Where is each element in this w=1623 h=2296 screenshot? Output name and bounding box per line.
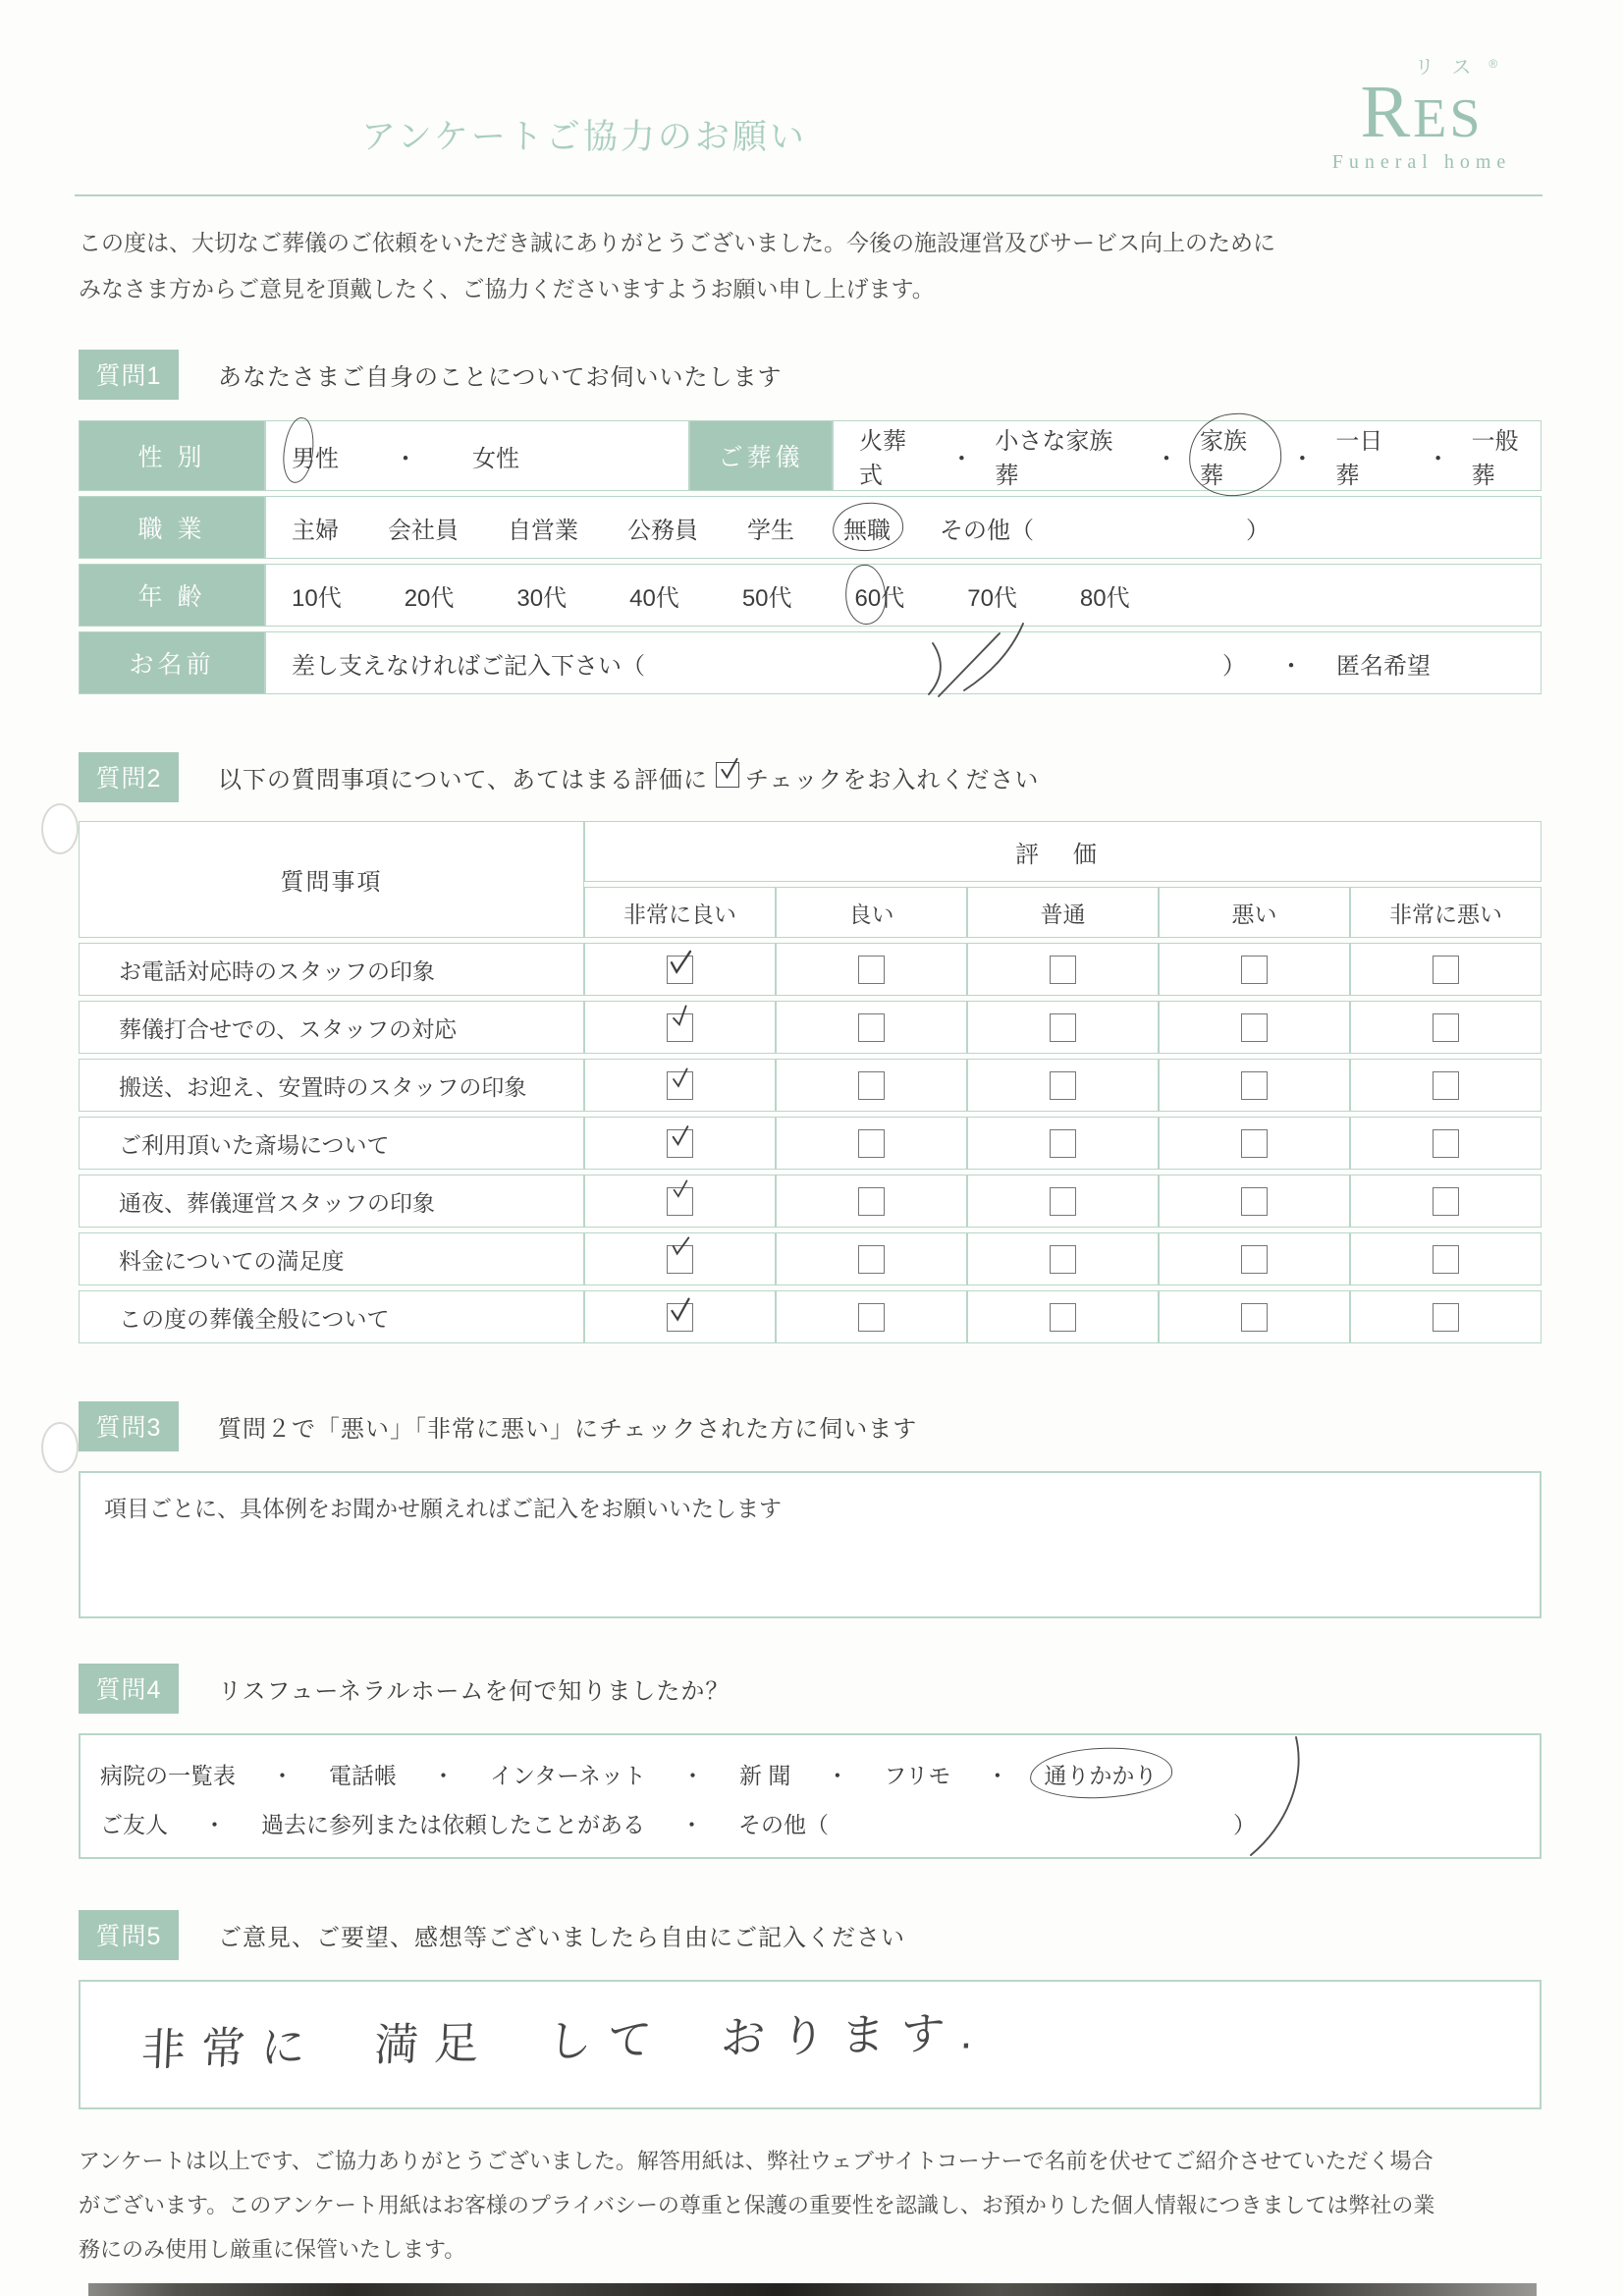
- funeral-label: ご葬儀: [689, 420, 833, 491]
- logo-wordmark: RES: [1360, 71, 1484, 153]
- option-male: 男性: [292, 445, 339, 472]
- rating-cell: [967, 943, 1159, 996]
- question4-other-open: その他（: [738, 1811, 829, 1837]
- separator-dot: ・: [394, 445, 417, 472]
- rating-checkbox: [1433, 1071, 1459, 1100]
- rating-cell: [584, 1001, 776, 1054]
- option-ippanso: 一般葬: [1471, 428, 1519, 489]
- separator-dot: ・: [1155, 445, 1178, 472]
- rating-checkbox: [1241, 1245, 1268, 1274]
- rating-item-label: お電話対応時のスタッフの印象: [79, 943, 584, 996]
- header-divider: [75, 194, 1542, 196]
- rating-cell: [967, 1059, 1159, 1112]
- option-male-circled: [292, 439, 339, 473]
- question2-badge: 質問2: [79, 752, 179, 802]
- occupation-other-close: ）: [1246, 517, 1270, 544]
- separator-dot: ・: [1290, 445, 1315, 472]
- rating-col-normal: 普通: [967, 887, 1159, 938]
- option-shufu: 主婦: [292, 517, 339, 544]
- question3-answer-box: [79, 1471, 1542, 1618]
- rating-row: [79, 1059, 1542, 1112]
- option-komuin: 公務員: [627, 517, 698, 544]
- rating-cell: [1350, 943, 1542, 996]
- rating-row: [79, 1001, 1542, 1054]
- rating-checkbox: [1050, 1071, 1076, 1100]
- rating-cell: [1159, 943, 1350, 996]
- rating-cell: [584, 1290, 776, 1343]
- rating-cell: [776, 1232, 967, 1285]
- rating-checkbox-checked: [667, 1013, 693, 1042]
- rating-cell: [776, 1175, 967, 1228]
- rating-cell: [776, 1290, 967, 1343]
- profile-table-wrap: [79, 415, 1542, 699]
- separator-dot: ・: [680, 1811, 703, 1837]
- rating-cell: [1350, 1232, 1542, 1285]
- question2-title: [218, 760, 1039, 794]
- rating-checkbox-checked: [667, 1245, 693, 1274]
- question4-header: [79, 1664, 1542, 1714]
- rating-cell: [776, 943, 967, 996]
- option-anonymous: 匿名希望: [1336, 652, 1431, 680]
- rating-checkbox: [1433, 1303, 1459, 1332]
- rating-table: [79, 816, 1542, 1348]
- checked-checkbox-icon: [716, 762, 739, 788]
- rating-cell: [1350, 1290, 1542, 1343]
- row-occupation: [79, 496, 1542, 559]
- separator-dot: ・: [680, 1762, 704, 1788]
- rating-col-good: 良い: [776, 887, 967, 938]
- logo-kana: [1299, 51, 1544, 77]
- question4-options-line1: [100, 1749, 1540, 1798]
- rating-checkbox: [1433, 1245, 1459, 1274]
- rating-cell: [1159, 1001, 1350, 1054]
- hole-punch-mark: [41, 1422, 79, 1473]
- rating-checkbox: [1050, 1303, 1076, 1332]
- option-60s-circled: [855, 578, 905, 613]
- rating-checkbox-checked: [667, 1303, 693, 1332]
- name-prompt: 差し支えなければご記入下さい（: [292, 652, 645, 680]
- rating-cell: [1350, 1059, 1542, 1112]
- footer-note: [79, 2139, 1542, 2271]
- logo-subtitle: Funeral home: [1331, 151, 1512, 174]
- rating-checkbox: [1241, 956, 1268, 984]
- registered-trademark-icon: ®: [1488, 57, 1498, 71]
- rating-checkbox: [1050, 1129, 1076, 1158]
- option-phonebook: 電話帳: [329, 1762, 397, 1788]
- occupation-options-cell: [265, 496, 1542, 559]
- rating-cell: [776, 1117, 967, 1170]
- age-options-cell: [265, 564, 1542, 627]
- rating-checkbox: [858, 1187, 885, 1216]
- rating-checkbox: [1241, 1129, 1268, 1158]
- rating-checkbox: [858, 1303, 885, 1332]
- rating-cell: [1159, 1175, 1350, 1228]
- rating-item-label: ご利用頂いた斎場について: [79, 1117, 584, 1170]
- question1-title: あなたさまご自身のことについてお伺いいたします: [218, 364, 783, 391]
- rating-cell: [584, 1117, 776, 1170]
- rating-checkbox-checked: [667, 1129, 693, 1158]
- option-friend: ご友人: [100, 1811, 168, 1837]
- option-internet: インターネット: [490, 1762, 646, 1788]
- option-chiisana-kazokuso: 小さな家族葬: [995, 428, 1113, 489]
- option-newspaper: 新 聞: [738, 1762, 791, 1788]
- rating-row: [79, 943, 1542, 996]
- rating-checkbox: [858, 956, 885, 984]
- rating-checkbox: [858, 1013, 885, 1042]
- question5-title: ご意見、ご要望、感想等ございましたら自由にご記入ください: [218, 1925, 905, 1951]
- item-column-header: 質問事項: [79, 821, 584, 938]
- intro-line-2: みなさま方からご意見を頂戴したく、ご協力くださいますようお願い申し上げます。: [79, 276, 935, 301]
- rating-cell: [1159, 1290, 1350, 1343]
- rating-row: [79, 1232, 1542, 1285]
- footer-line-3: 務にのみ使用し厳重に保管いたします。: [79, 2237, 466, 2262]
- intro-paragraph: [79, 220, 1542, 312]
- rating-cell: [584, 1232, 776, 1285]
- name-cell: [265, 631, 1542, 694]
- rating-item-label: 通夜、葬儀運営スタッフの印象: [79, 1175, 584, 1228]
- separator-dot: ・: [432, 1762, 455, 1788]
- rating-row: [79, 1175, 1542, 1228]
- separator-dot: ・: [826, 1762, 849, 1788]
- separator-dot: ・: [271, 1762, 294, 1788]
- option-furimo: フリモ: [884, 1762, 951, 1788]
- option-mushoku-circled: [843, 511, 891, 545]
- rating-item-label: 葬儀打合せでの、スタッフの対応: [79, 1001, 584, 1054]
- option-ichinichiso: 一日葬: [1335, 428, 1383, 489]
- rating-checkbox: [1241, 1013, 1268, 1042]
- option-attended-before: 過去に参列または依頼したことがある: [261, 1811, 645, 1837]
- option-10s: 10代: [292, 584, 342, 612]
- logo-kana-text: リス: [1414, 57, 1489, 79]
- blank-write-in-space: [1083, 527, 1197, 528]
- option-80s: 80代: [1079, 584, 1130, 612]
- rating-col-bad: 悪い: [1159, 887, 1350, 938]
- question1-badge: 質問1: [79, 350, 179, 400]
- question2-title-after: チェックをお入れください: [745, 767, 1040, 793]
- question4-answer-box: [79, 1733, 1542, 1859]
- rating-cell: [967, 1290, 1159, 1343]
- funeral-options-cell: [833, 420, 1542, 491]
- sex-label: 性 別: [79, 420, 265, 491]
- rating-checkbox: [1050, 1245, 1076, 1274]
- option-hospital-list: 病院の一覧表: [100, 1762, 236, 1788]
- rating-cell: [1350, 1117, 1542, 1170]
- rating-checkbox: [858, 1071, 885, 1100]
- rating-header-row: [79, 821, 1542, 882]
- question4-options-line2: [100, 1798, 1540, 1847]
- option-70s: 70代: [967, 584, 1017, 612]
- row-sex-funeral: [79, 420, 1542, 491]
- rating-item-label: 料金についての満足度: [79, 1232, 584, 1285]
- blank-write-in-space: [678, 663, 1189, 664]
- name-close: ）: [1222, 652, 1246, 680]
- question3-header: [79, 1401, 1542, 1451]
- rating-item-label: 搬送、お迎え、安置時のスタッフの印象: [79, 1059, 584, 1112]
- option-mushoku: 無職: [843, 517, 891, 544]
- separator-dot: ・: [1426, 445, 1450, 472]
- option-50s: 50代: [741, 584, 792, 612]
- rating-checkbox: [1433, 1013, 1459, 1042]
- intro-line-1: この度は、大切なご葬儀のご依頼をいただき誠にありがとうございました。今後の施設運営及びサービス向上のために: [79, 230, 1275, 255]
- handwritten-comment: 非常に 満足 して おります.: [139, 2006, 990, 2076]
- rating-checkbox: [1433, 1187, 1459, 1216]
- option-passing-by: 通りかかり: [1044, 1762, 1158, 1788]
- option-kazokuso-circled: [1200, 421, 1269, 490]
- rating-group-header: 評 価: [584, 821, 1542, 882]
- option-20s: 20代: [404, 584, 455, 612]
- separator-dot: ・: [949, 445, 974, 472]
- option-female: 女性: [472, 445, 519, 472]
- option-40s: 40代: [629, 584, 679, 612]
- question3-title: 質問２で「悪い」「非常に悪い」にチェックされた方に伺います: [218, 1416, 918, 1443]
- header: [0, 0, 1623, 204]
- occupation-other-open: その他（: [940, 517, 1034, 544]
- scan-edge-artifact: [88, 2283, 1537, 2296]
- question3-badge: 質問3: [79, 1401, 179, 1451]
- option-kazokuso: 家族葬: [1200, 428, 1247, 489]
- rating-cell: [967, 1232, 1159, 1285]
- row-name: [79, 631, 1542, 694]
- rating-cell: [1159, 1117, 1350, 1170]
- option-30s: 30代: [516, 584, 568, 612]
- question5-header: [79, 1910, 1542, 1960]
- rating-checkbox: [1241, 1303, 1268, 1332]
- rating-checkbox: [1050, 1013, 1076, 1042]
- rating-checkbox-checked: [667, 1187, 693, 1216]
- rating-cell: [1159, 1059, 1350, 1112]
- rating-cell: [1350, 1175, 1542, 1228]
- blank-write-in-space: [864, 1823, 1198, 1824]
- age-label: 年 齢: [79, 564, 265, 627]
- rating-checkbox: [1433, 1129, 1459, 1158]
- rating-cell: [584, 1059, 776, 1112]
- rating-col-very-good: 非常に良い: [584, 887, 776, 938]
- option-jieigyo: 自営業: [508, 517, 578, 544]
- separator-dot: ・: [986, 1762, 1009, 1788]
- rating-cell: [584, 1175, 776, 1228]
- rating-checkbox-checked: [667, 956, 693, 984]
- rating-checkbox: [1241, 1071, 1268, 1100]
- rating-cell: [776, 1059, 967, 1112]
- question5-badge: 質問5: [79, 1910, 179, 1960]
- option-passing-by-circled: [1044, 1758, 1157, 1790]
- rating-cell: [1159, 1232, 1350, 1285]
- question4-badge: 質問4: [79, 1664, 179, 1714]
- rating-cell: [967, 1175, 1159, 1228]
- rating-cell: [967, 1117, 1159, 1170]
- footer-line-1: アンケートは以上です、ご協力ありがとうございました。解答用紙は、弊社ウェブサイトコーナーで名前を伏せてご紹介させていただく場合: [79, 2149, 1434, 2173]
- option-gakusei: 学生: [747, 517, 794, 544]
- rating-cell: [776, 1001, 967, 1054]
- rating-checkbox: [1050, 1187, 1076, 1216]
- separator-dot: ・: [1279, 652, 1303, 680]
- rating-cell: [584, 943, 776, 996]
- row-age: [79, 564, 1542, 627]
- rating-checkbox: [858, 1129, 885, 1158]
- rating-item-label: この度の葬儀全般について: [79, 1290, 584, 1343]
- page-title: アンケートご協力のお願い: [361, 118, 807, 156]
- rating-cell: [967, 1001, 1159, 1054]
- option-kaishain: 会社員: [388, 517, 459, 544]
- rating-checkbox: [858, 1245, 885, 1274]
- question4-other-close: ）: [1233, 1811, 1256, 1837]
- name-label: お名前: [79, 631, 265, 694]
- question4-title: リスフューネラルホームを何で知りましたか？: [218, 1678, 730, 1705]
- question3-box-prompt: 項目ごとに、具体例をお聞かせ願えればご記入をお願いいたします: [104, 1496, 782, 1521]
- rating-row: [79, 1290, 1542, 1343]
- rating-cell: [1350, 1001, 1542, 1054]
- rating-checkbox-checked: [667, 1071, 693, 1100]
- footer-line-2: がございます。このアンケート用紙はお客様のプライバシーの尊重と保護の重要性を認識し、お預かりした個人情報につきましては弊社の業: [79, 2193, 1435, 2217]
- hole-punch-mark: [41, 803, 79, 854]
- question5-answer-box: [79, 1980, 1542, 2109]
- question1-header: [79, 350, 1542, 400]
- question2-header: [79, 752, 1542, 802]
- option-60s: 60代: [854, 584, 905, 612]
- rating-checkbox: [1241, 1187, 1268, 1216]
- rating-row: [79, 1117, 1542, 1170]
- rating-checkbox: [1050, 956, 1076, 984]
- sex-options-cell: [265, 420, 689, 491]
- rating-col-very-bad: 非常に悪い: [1350, 887, 1542, 938]
- rating-checkbox: [1433, 956, 1459, 984]
- occupation-label: 職 業: [79, 496, 265, 559]
- separator-dot: ・: [203, 1811, 226, 1837]
- profile-table: [79, 415, 1542, 699]
- option-kasoshiki: 火葬式: [859, 428, 906, 489]
- company-logo: [1299, 51, 1544, 174]
- question2-title-before: 以下の質問事項について、あてはまる評価に: [218, 767, 709, 793]
